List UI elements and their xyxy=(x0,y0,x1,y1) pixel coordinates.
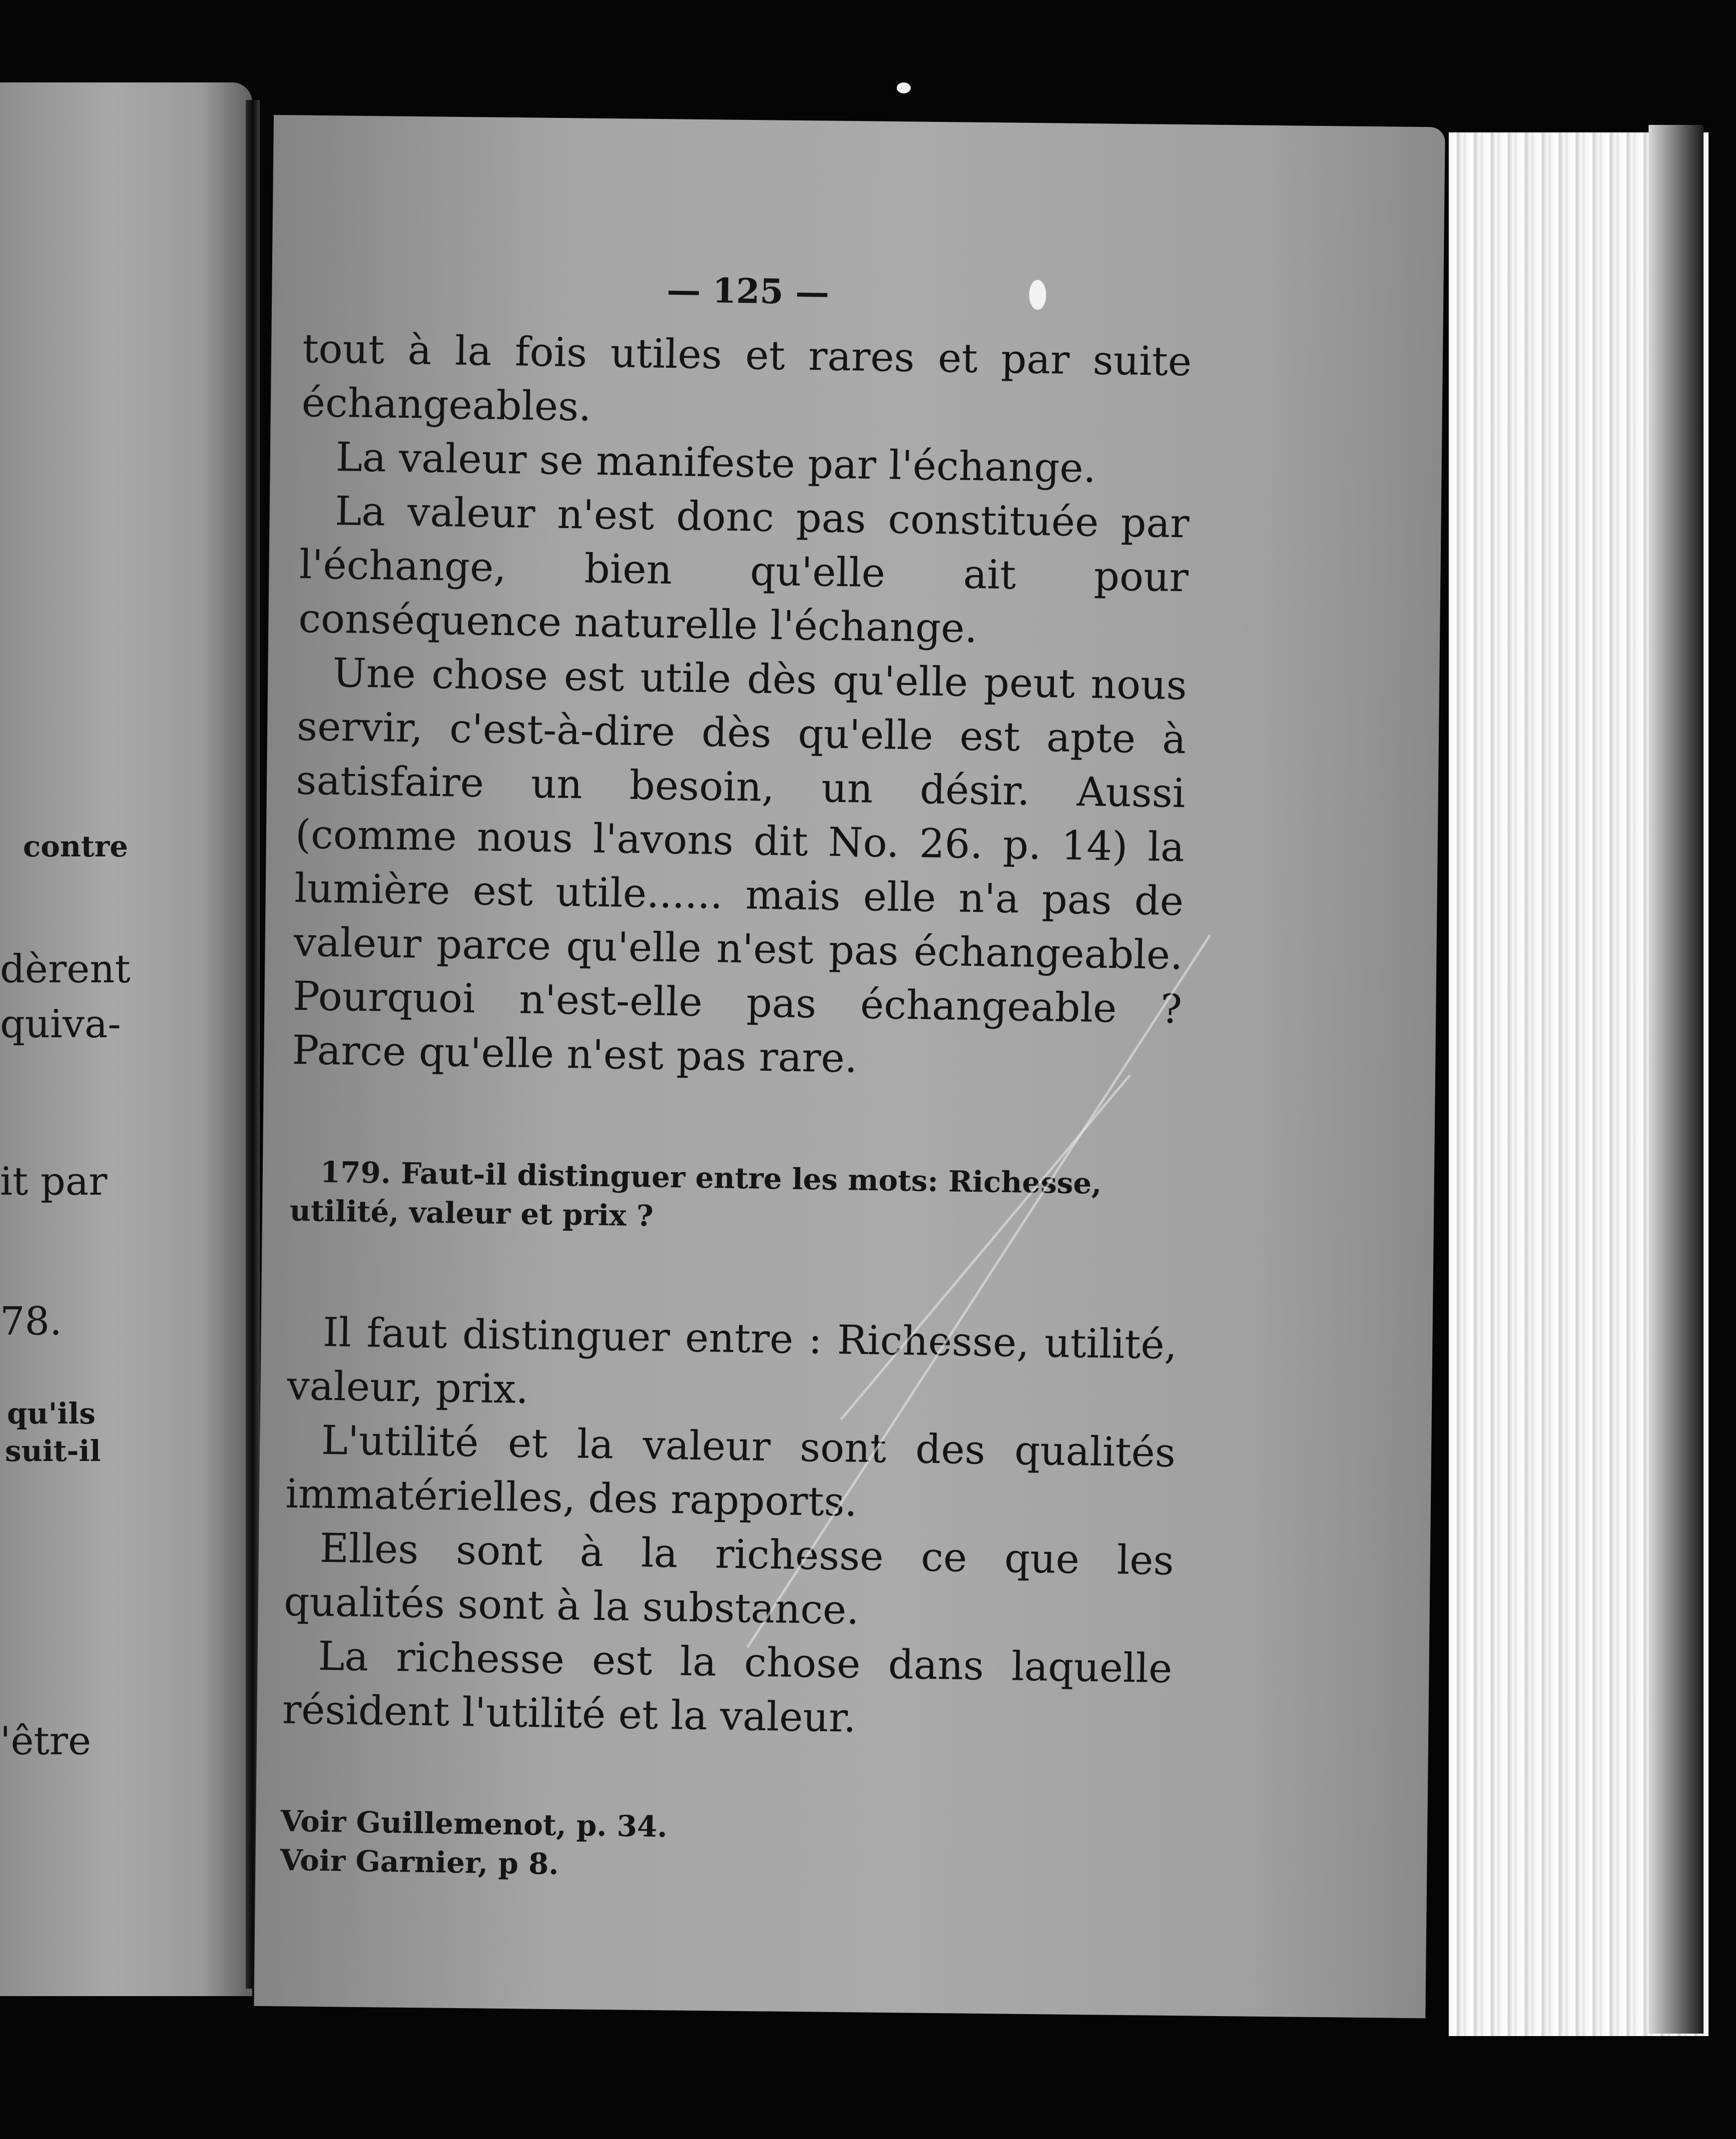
answer-block xyxy=(282,1305,1177,1750)
scan-speck xyxy=(897,82,911,93)
left-page-fragment: quiva- xyxy=(0,1002,121,1047)
left-page-fragment: 78. xyxy=(0,1299,62,1344)
left-page-fragment: qu'ils xyxy=(7,1397,96,1430)
page-number: — 125 — xyxy=(666,270,830,313)
paragraph: La valeur n'est donc pas constituée par l'échange, bien qu'elle ait pour conséquence naturelle l'échange. xyxy=(298,487,1190,652)
paragraph: Il faut distinguer entre : Richesse, utilité, valeur, prix. xyxy=(287,1309,1177,1413)
left-page-fragment: suit-il xyxy=(5,1434,101,1468)
question-179: 179. Faut-il distinguer entre les mots: Richesse, utilité, valeur et prix ? xyxy=(289,1155,1102,1233)
left-page-fragment: it par xyxy=(0,1159,107,1204)
paragraph: tout à la fois utiles et rares et par suite échangeables. xyxy=(301,325,1192,430)
paragraph: La richesse est la chose dans laquelle résident l'utilité et la valeur. xyxy=(282,1632,1173,1741)
reference: Voir Garnier, p 8. xyxy=(280,1843,560,1881)
left-page-fragment: 'être xyxy=(0,1719,91,1764)
paragraph: La valeur se manifeste par l'échange. xyxy=(335,434,1097,492)
references xyxy=(280,1802,1170,1893)
left-page-fragment: dèrent xyxy=(0,947,131,992)
paragraph: L'utilité et la valeur sont des qualités immatérielles, des rapports. xyxy=(285,1417,1176,1525)
paragraph: Elles sont à la richesse ce que les qualités sont à la substance. xyxy=(283,1524,1174,1633)
left-page-fragment: contre xyxy=(23,829,128,863)
right-page-content xyxy=(280,265,1193,1893)
paragraph: Une chose est utile dès qu'elle peut nous servir, c'est-à-dire dès qu'elle est apte à satisfaire un besoin, un désir. Aussi (comme nous l'avons dit No. 26. p. 14) la lumière est utile...... mais elle n'a pas de valeur parce qu'elle n'est pas échangeable. Pourquoi n'est-elle pas échangeable ? Parce qu'elle n'est pas rare. xyxy=(291,649,1187,1082)
reference: Voir Guillemenot, p. 34. xyxy=(280,1804,668,1844)
page-edge-shadow xyxy=(1649,125,1704,2034)
scan-speck xyxy=(1029,280,1046,310)
